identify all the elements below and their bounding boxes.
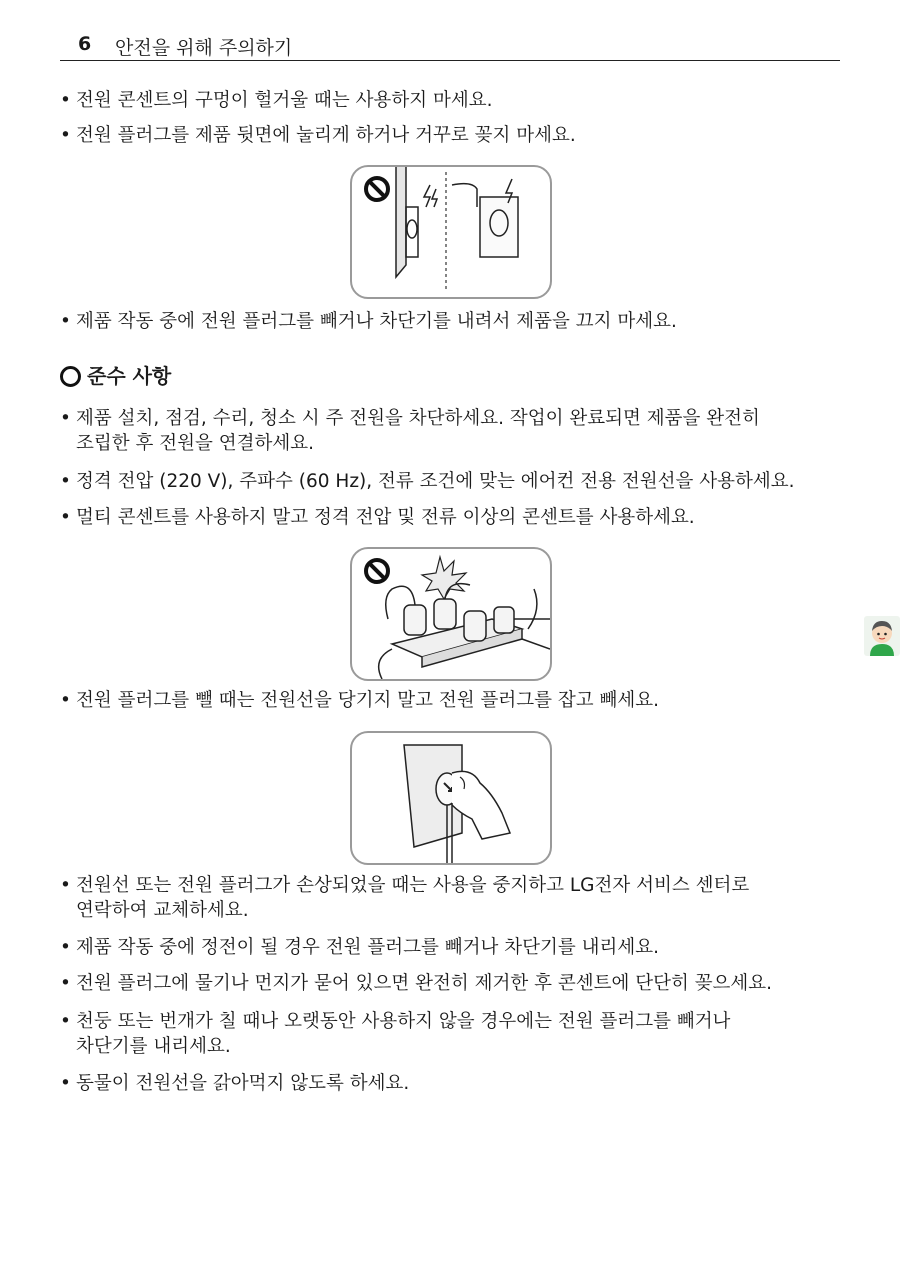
list-item	[60, 88, 492, 113]
list-item-text-cont: 차단기를 내리세요.	[76, 1036, 231, 1057]
bullet-dot: •	[60, 125, 71, 146]
list-item-text: 전원선 또는 전원 플러그가 손상되었을 때는 사용을 중지하고 LG전자 서비스 센터로	[76, 875, 750, 896]
list-item	[60, 309, 677, 334]
list-item-text: 정격 전압 (220 V), 주파수 (60 Hz), 전류 조건에 맞는 에어컨 전용 전원선을 사용하세요.	[76, 471, 795, 492]
bullet-dot: •	[60, 937, 71, 958]
bullet-dot: •	[60, 973, 71, 994]
list-item	[60, 688, 659, 713]
list-item-text: 동물이 전원선을 갉아먹지 않도록 하세요.	[76, 1073, 410, 1094]
list-item	[60, 406, 760, 456]
bullet-dot: •	[60, 1011, 71, 1032]
bullet-dot: •	[60, 875, 71, 896]
section-heading	[60, 363, 171, 389]
list-item	[60, 935, 659, 960]
list-item-text: 제품 작동 중에 정전이 될 경우 전원 플러그를 빼거나 차단기를 내리세요.	[76, 937, 659, 958]
prohibited-icon	[366, 178, 388, 200]
list-item	[60, 1071, 409, 1096]
bullet-dot: •	[60, 408, 71, 429]
bullet-dot: •	[60, 311, 71, 332]
section-title: 준수 사항	[87, 364, 172, 388]
list-item-text: 천둥 또는 번개가 칠 때나 오랫동안 사용하지 않을 경우에는 전원 플러그를 빼거나	[76, 1011, 731, 1032]
bullet-dot: •	[60, 507, 71, 528]
page-header	[60, 30, 840, 61]
unplug-by-hand-illustration	[350, 731, 552, 865]
bullet-dot: •	[60, 471, 71, 492]
list-item-text: 제품 작동 중에 전원 플러그를 빼거나 차단기를 내려서 제품을 끄지 마세요.	[76, 311, 677, 332]
circle-icon	[60, 366, 81, 387]
multi-outlet-illustration	[350, 547, 552, 681]
list-item	[60, 1009, 730, 1059]
prohibited-icon	[366, 560, 388, 582]
list-item-text: 전원 플러그에 물기나 먼지가 묻어 있으면 완전히 제거한 후 콘센트에 단단히 꽂으세요.	[76, 973, 773, 994]
list-item	[60, 123, 576, 148]
list-item-text: 전원 콘센트의 구멍이 헐거울 때는 사용하지 마세요.	[76, 90, 493, 111]
bullet-dot: •	[60, 90, 71, 111]
page-title: 안전을 위해 주의하기	[115, 37, 293, 59]
bullet-dot: •	[60, 690, 71, 711]
list-item	[60, 469, 794, 494]
list-item-text: 멀티 콘센트를 사용하지 말고 정격 전압 및 전류 이상의 콘센트를 사용하세요.	[76, 507, 695, 528]
list-item-text: 제품 설치, 점검, 수리, 청소 시 주 전원을 차단하세요. 작업이 완료되면 제품을 완전히	[76, 408, 760, 429]
list-item	[60, 505, 695, 530]
list-item-text-cont: 조립한 후 전원을 연결하세요.	[76, 433, 314, 454]
list-item-text: 전원 플러그를 제품 뒷면에 눌리게 하거나 거꾸로 꽂지 마세요.	[76, 125, 576, 146]
list-item-text: 전원 플러그를 뺄 때는 전원선을 당기지 말고 전원 플러그를 잡고 빼세요.	[76, 690, 659, 711]
list-item	[60, 971, 772, 996]
page-number: 6	[78, 33, 92, 55]
assistant-avatar-button[interactable]	[864, 616, 900, 656]
list-item	[60, 873, 749, 923]
plug-warning-illustration	[350, 165, 552, 299]
bullet-dot: •	[60, 1073, 71, 1094]
list-item-text-cont: 연락하여 교체하세요.	[76, 900, 249, 921]
